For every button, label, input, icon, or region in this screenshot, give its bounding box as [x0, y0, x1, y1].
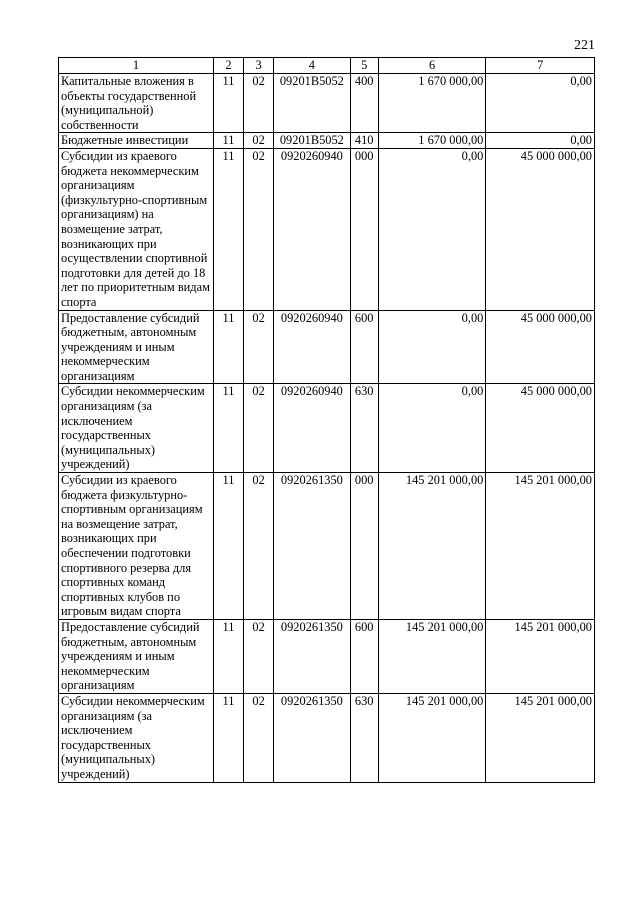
table-row — [59, 133, 595, 149]
expense-type-code: 410 — [350, 133, 378, 149]
row-name: Предоставление субсидий бюджетным, автономным учреждениям и иным некоммерческим организациям — [59, 619, 214, 693]
table-row — [59, 619, 595, 693]
row-name: Субсидии из краевого бюджета физкультурно-спортивным организациям на возмещение затрат, возникающих при обеспечении подготовки спортивного резерва для спортивных команд спортивных клубов по игровым видам спорта — [59, 473, 214, 620]
column-header: 7 — [486, 58, 595, 74]
amount-col6: 1 670 000,00 — [378, 74, 486, 133]
subsection-code: 02 — [244, 74, 274, 133]
header-row — [59, 58, 595, 74]
amount-col6: 0,00 — [378, 384, 486, 473]
table-row — [59, 74, 595, 133]
column-header: 6 — [378, 58, 486, 74]
expense-type-code: 630 — [350, 693, 378, 782]
target-article-code: 0920261350 — [274, 619, 350, 693]
subsection-code: 02 — [244, 473, 274, 620]
amount-col7: 145 201 000,00 — [486, 619, 595, 693]
table-row — [59, 473, 595, 620]
amount-col7: 45 000 000,00 — [486, 148, 595, 310]
amount-col6: 1 670 000,00 — [378, 133, 486, 149]
subsection-code: 02 — [244, 384, 274, 473]
amount-col7: 145 201 000,00 — [486, 693, 595, 782]
column-header: 4 — [274, 58, 350, 74]
expense-type-code: 000 — [350, 148, 378, 310]
row-name: Субсидии из краевого бюджета некоммерческим организациям (физкультурно-спортивным организациям) на возмещение затрат, возникающих при осуществлении спортивной подготовки для детей до 18 лет по приоритетным видам спорта — [59, 148, 214, 310]
table-row — [59, 693, 595, 782]
expense-type-code: 000 — [350, 473, 378, 620]
expense-type-code: 600 — [350, 310, 378, 384]
amount-col6: 145 201 000,00 — [378, 473, 486, 620]
target-article-code: 0920260940 — [274, 384, 350, 473]
amount-col7: 0,00 — [486, 133, 595, 149]
target-article-code: 0920261350 — [274, 693, 350, 782]
row-name: Субсидии некоммерческим организациям (за исключением государственных (муниципальных) учреждений) — [59, 384, 214, 473]
section-code: 11 — [213, 133, 243, 149]
table-row — [59, 384, 595, 473]
section-code: 11 — [213, 310, 243, 384]
amount-col7: 45 000 000,00 — [486, 310, 595, 384]
section-code: 11 — [213, 74, 243, 133]
expense-type-code: 600 — [350, 619, 378, 693]
section-code: 11 — [213, 473, 243, 620]
row-name: Предоставление субсидий бюджетным, автономным учреждениям и иным некоммерческим организациям — [59, 310, 214, 384]
table-row — [59, 148, 595, 310]
expense-type-code: 400 — [350, 74, 378, 133]
amount-col6: 0,00 — [378, 148, 486, 310]
amount-col7: 0,00 — [486, 74, 595, 133]
section-code: 11 — [213, 384, 243, 473]
page-number: 221 — [574, 38, 595, 53]
section-code: 11 — [213, 619, 243, 693]
section-code: 11 — [213, 148, 243, 310]
target-article-code: 0920260940 — [274, 148, 350, 310]
amount-col6: 0,00 — [378, 310, 486, 384]
budget-table — [58, 57, 595, 783]
target-article-code: 09201В5052 — [274, 74, 350, 133]
target-article-code: 09201В5052 — [274, 133, 350, 149]
expense-type-code: 630 — [350, 384, 378, 473]
row-name: Бюджетные инвестиции — [59, 133, 214, 149]
amount-col6: 145 201 000,00 — [378, 693, 486, 782]
subsection-code: 02 — [244, 619, 274, 693]
column-header: 5 — [350, 58, 378, 74]
column-header: 1 — [59, 58, 214, 74]
row-name: Капитальные вложения в объекты государственной (муниципальной) собственности — [59, 74, 214, 133]
column-header: 2 — [213, 58, 243, 74]
subsection-code: 02 — [244, 148, 274, 310]
amount-col7: 45 000 000,00 — [486, 384, 595, 473]
amount-col7: 145 201 000,00 — [486, 473, 595, 620]
row-name: Субсидии некоммерческим организациям (за исключением государственных (муниципальных) учреждений) — [59, 693, 214, 782]
table-row — [59, 310, 595, 384]
amount-col6: 145 201 000,00 — [378, 619, 486, 693]
target-article-code: 0920261350 — [274, 473, 350, 620]
subsection-code: 02 — [244, 133, 274, 149]
target-article-code: 0920260940 — [274, 310, 350, 384]
column-header: 3 — [244, 58, 274, 74]
section-code: 11 — [213, 693, 243, 782]
subsection-code: 02 — [244, 310, 274, 384]
subsection-code: 02 — [244, 693, 274, 782]
